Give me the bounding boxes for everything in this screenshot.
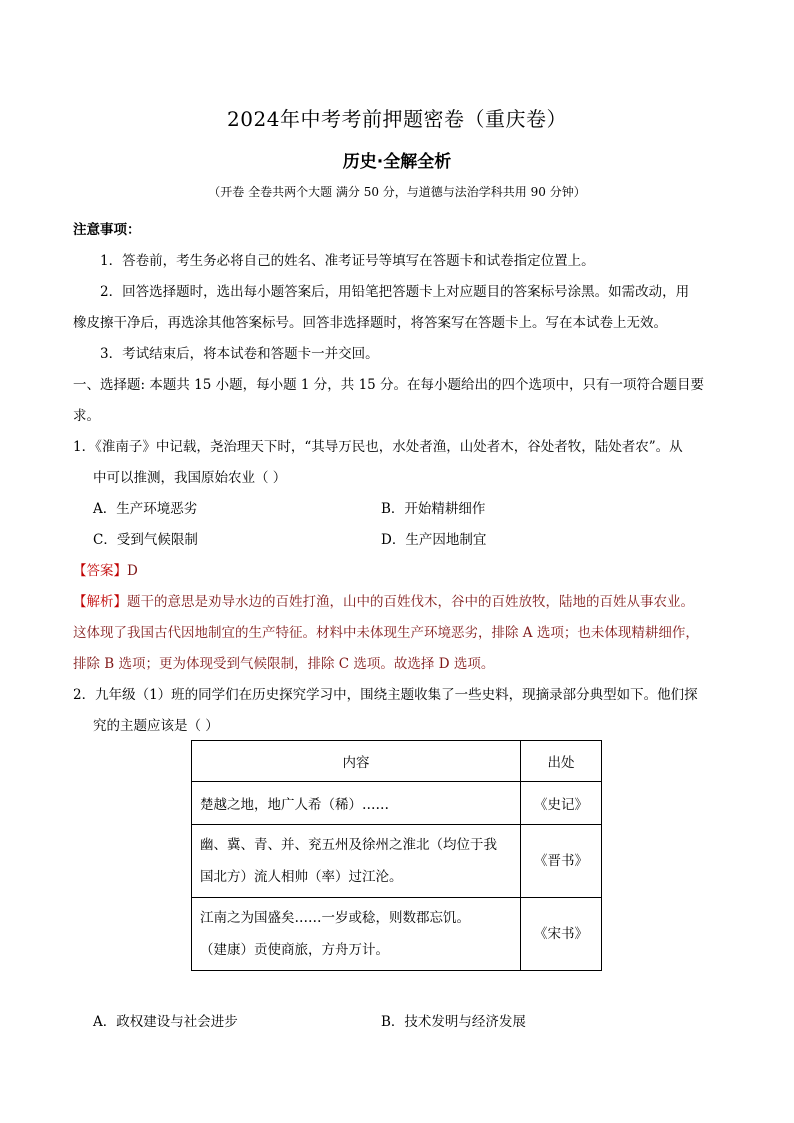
question-1-analysis-cont: 这体现了我国古代因地制宜的生产特征。材料中未体现生产环境恶劣，排除 A 选项；也未体现精耕细作， — [73, 625, 699, 641]
source-table — [191, 740, 602, 971]
analysis-text: 题干的意思是劝导水边的百姓打渔，山中的百姓伐木，谷中的百姓放牧，陆地的百姓从事农业。 — [127, 594, 694, 610]
notice-item-3: 3．考试结束后，将本试卷和答题卡一并交回。 — [100, 346, 379, 362]
question-1-answer — [73, 559, 138, 579]
content-line: （建康）贡使商旅，方舟万计。 — [200, 942, 389, 958]
table-cell-content — [192, 782, 521, 825]
notice-item-2: 2．回答选择题时，选出每小题答案后，用铅笔把答题卡上对应题目的答案标号涂黑。如需改动，用 — [100, 284, 690, 300]
content-line: 楚越之地，地广人希（稀）…… — [200, 797, 389, 813]
answer-label: 【答案】 — [73, 563, 127, 579]
question-1-option-a: A．生产环境恶劣 — [93, 501, 198, 517]
content-line: 国北方）流人相帅（率）过江沦。 — [200, 869, 403, 885]
page-title: 2024年中考考前押题密卷（重庆卷） — [227, 107, 567, 131]
answer-value: D — [127, 563, 138, 579]
question-2-stem-cont: 究的主题应该是（ ） — [93, 718, 219, 734]
exam-note: （开卷 全卷共两个大题 满分 50 分，与道德与法治学科共用 90 分钟） — [208, 185, 586, 199]
notice-item-1: 1．答卷前，考生务必将自己的姓名、准考证号等填写在答题卡和试卷指定位置上。 — [100, 253, 595, 269]
table-header-content: 内容 — [192, 741, 521, 782]
question-2-stem: 2．九年级（1）班的同学们在历史探究学习中，围绕主题收集了一些史料，现摘录部分典型如下。他们探 — [73, 687, 698, 703]
table-cell-content — [192, 825, 521, 898]
content-line: 幽、冀、青、并、兖五州及徐州之淮北（均位于我 — [200, 837, 497, 853]
section-heading-cont: 求。 — [73, 408, 100, 424]
table-row — [192, 898, 602, 971]
question-1-analysis-cont-2: 排除 B 选项；更为体现受到气候限制，排除 C 选项。故选择 D 选项。 — [73, 656, 495, 672]
question-1-stem-cont: 中可以推测，我国原始农业（ ） — [93, 470, 287, 486]
question-1-option-d: D．生产因地制宜 — [381, 532, 487, 548]
notices-heading: 注意事项： — [73, 222, 141, 238]
page-subtitle: 历史·全解全析 — [342, 152, 452, 172]
analysis-label: 【解析】 — [73, 594, 127, 610]
question-1-option-c: C．受到气候限制 — [93, 532, 198, 548]
notice-item-2-cont: 橡皮擦干净后，再选涂其他答案标号。回答非选择题时，将答案写在答题卡上。写在本试卷上无效。 — [73, 315, 667, 331]
content-line: 江南之为国盛矣……一岁或稔，则数郡忘饥。 — [200, 910, 470, 926]
question-1-stem: 1．《淮南子》中记载，尧治理天下时，“其导万民也，水处者渔，山处者木，谷处者牧，陆处者农”。从 — [73, 439, 683, 455]
section-heading: 一、选择题: 本题共 15 小题，每小题 1 分，共 15 分。在每小题给出的四个选项中，只有一项符合题目要 — [73, 377, 705, 393]
question-2-option-b: B．技术发明与经济发展 — [381, 1014, 526, 1030]
table-row — [192, 825, 602, 898]
question-1-option-b: B．开始精耕细作 — [381, 501, 486, 517]
table-header-source: 出处 — [521, 741, 602, 782]
question-2-option-a: A．政权建设与社会进步 — [93, 1014, 238, 1030]
table-cell-source: 《晋书》 — [521, 825, 602, 898]
table-cell-content — [192, 898, 521, 971]
table-row — [192, 782, 602, 825]
table-cell-source: 《史记》 — [521, 782, 602, 825]
question-1-analysis — [73, 590, 694, 610]
table-header-row — [192, 741, 602, 782]
table-cell-source: 《宋书》 — [521, 898, 602, 971]
